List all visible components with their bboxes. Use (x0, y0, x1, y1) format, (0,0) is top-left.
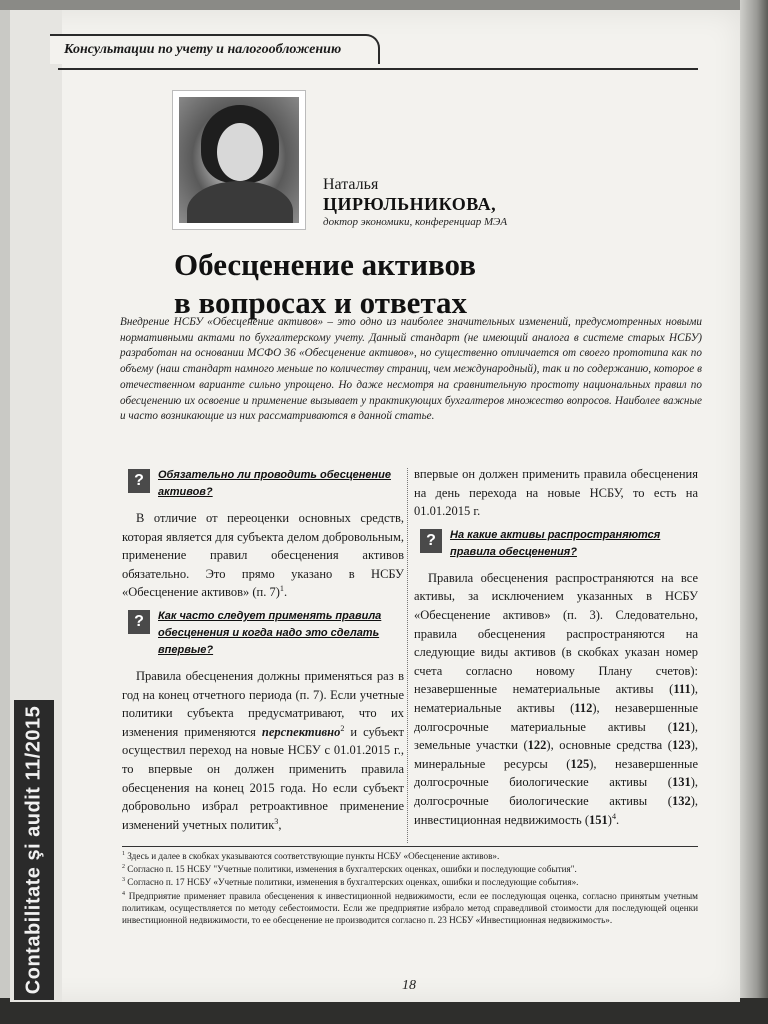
footnote-4: $^4$ Предприятие применяет правила обесценения к инвестиционной недвижимости, если ее последующая оценка, согласно принятым учетным политикам, осуществляется по методу себестоимости. Если же предприятие избрало метод справедливой стоимости для последующей оценки инвестиционной недвижимости, то ее обесценение не производится согласно п. 23 НСБУ «Инвестиционная недвижимость». (122, 890, 698, 926)
section-header: Консультации по учету и налогообложению (64, 42, 342, 57)
question-2: Как часто следует применять правила обесценения и когда надо это сделать впервые? (158, 609, 382, 656)
author-credentials: доктор экономики, конференциар МЭА (323, 216, 508, 228)
answer-2: Правила обесценения должны применяться раз в год на конец отчетного периода (п. 7). Если учетные политики субъекта предусматривают, что их изменения применяются перспективно$^2$ и субъект осуществил переход на новые НСБУ с 01.01.2015 г., то впервые он должен применить правила обесценения на конец 2015 года. Но если субъект добровольно избрал ретроактивное применение изменений учетных политик$^3$, (122, 668, 404, 832)
magazine-page (10, 10, 740, 1002)
column-divider (407, 468, 408, 843)
article-lead: Внедрение НСБУ «Обесценение активов» – это одно из наиболее значительных изменений, предусмотренных новыми нормативными актами по бухгалтерскому учету. Данный стандарт (не имеющий аналога в системе старых НСБУ) разработан на основании МСФО 36 «Обесценение активов», но существенно отличается от своего прототипа как по объему (наш стандарт намного меньше по количеству страниц, чем международный), так и по содержанию, которое в отечественном варианте сильно упрощено. Но даже несмотря на сравнительную простоту национальных правил по обесценению их освоение и применение вызывает у практикующих бухгалтеров множество вопросов. Наиболее важные и часто возникающие из них рассматриваются в данной статье. (120, 316, 702, 423)
question-icon: ? (420, 529, 442, 553)
article-title-line-2: в вопросах и ответах (174, 285, 468, 320)
author-last-name: ЦИРЮЛЬНИКОВА, (323, 194, 497, 214)
answer-3: Правила обесценения распространяются на все активы, за исключением указанных в НСБУ «Обесценение активов» (п. 3). Следовательно, правила обесценения распространяются на следующие виды активов (в скобках указан номер счета согласно новому Плану счетов): незавершенные нематериальные активы (111), нематериальные активы (112), незавершенные долгосрочные материальные активы (121), земельные участки (122), основные средства (123), минеральные ресурсы (125), незавершенные долгосрочные биологические активы (131), долгосрочные биологические активы (132), инвестиционная недвижимость $(151)^4$. (414, 570, 699, 827)
answer-2-continued: впервые он должен применить правила обесценения на день перехода на новые НСБУ, то есть на 01.01.2015 г. (414, 467, 698, 519)
author-first-name: Наталья (323, 176, 379, 193)
footnote-rule (122, 846, 698, 847)
footnote-2: $^2$ Согласно п. 15 НСБУ "Учетные политики, изменения в бухгалтерских оценках, ошибки и последующие события". (122, 864, 577, 875)
article-title-line-1: Обесценение активов (174, 247, 477, 282)
question-block-1 (122, 467, 404, 501)
footnote-3: $^3$ Согласно п. 17 НСБУ «Учетные политики, изменения в бухгалтерских оценках, ошибки и последующие события». (122, 877, 579, 888)
right-column (414, 465, 698, 835)
spine-text: Contabilitate şi audit 11/2015 (22, 705, 45, 995)
answer-1: В отличие от переоценки основных средств, которая является для субъекта делом добровольным, применение правил обесценения активов обязательно. Это прямо указано в НСБУ «Обесценение активов» (п. 7)$^1$. (122, 511, 404, 600)
question-block-3 (414, 527, 698, 561)
scan-edge-top (0, 0, 768, 10)
question-icon: ? (128, 469, 150, 493)
portrait-image (179, 97, 299, 223)
article-title (174, 246, 594, 322)
portrait-face (217, 123, 263, 181)
question-icon: ? (128, 610, 150, 634)
portrait-body (187, 181, 293, 223)
footnote-1: $^1$ Здесь и далее в скобках указываются соответствующие пункты НСБУ «Обесценение активов». (122, 850, 500, 861)
author-photo (172, 90, 306, 230)
left-column (122, 465, 404, 840)
page-number: 18 (402, 978, 416, 993)
scan-edge-right (740, 0, 768, 1024)
question-3: На какие активы распространяются правила обесценения? (450, 528, 661, 558)
footnotes (122, 850, 698, 927)
question-1: Обязательно ли проводить обесценение активов? (158, 469, 391, 498)
question-block-2 (122, 608, 404, 659)
